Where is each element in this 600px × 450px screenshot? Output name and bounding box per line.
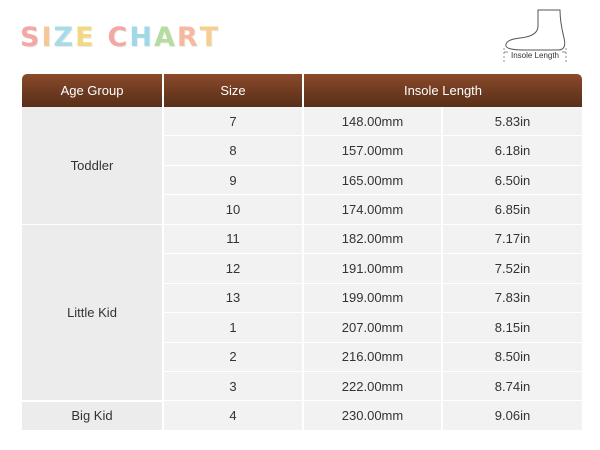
title-letter: I [41,22,54,53]
table-row [164,166,582,195]
insole-in-cell: 6.50in [443,166,582,194]
insole-in-cell: 6.18in [443,136,582,164]
size-cell: 12 [164,254,302,282]
title-letter: R [176,22,200,53]
insole-mm-cell: 182.00mm [304,225,441,253]
insole-mm-cell: 207.00mm [304,313,441,341]
header-insole-length: Insole Length [304,74,582,107]
age-group-cell: Big Kid [22,402,162,430]
insole-in-cell: 9.06in [443,401,582,429]
header-age-group: Age Group [22,74,162,107]
table-row [164,136,582,165]
insole-mm-cell: 191.00mm [304,254,441,282]
table-body [22,107,582,431]
title-space [96,22,108,53]
title-letter: T [199,22,221,53]
insole-mm-cell: 216.00mm [304,343,441,371]
insole-in-cell: 7.17in [443,225,582,253]
insole-mm-cell: 222.00mm [304,372,441,400]
age-group-cell: Toddler [22,107,162,224]
insole-mm-cell: 230.00mm [304,401,441,429]
table-row [164,343,582,372]
title-letter: A [153,22,177,53]
table-row [164,254,582,283]
table-row [164,225,582,254]
insole-length-label: Insole Length [510,51,560,60]
insole-in-cell: 8.50in [443,343,582,371]
table-row [164,284,582,313]
title-letter: S [20,22,42,53]
size-cell: 8 [164,136,302,164]
table-row [164,195,582,224]
insole-mm-cell: 174.00mm [304,195,441,223]
size-cell: 10 [164,195,302,223]
size-cell: 1 [164,313,302,341]
insole-in-cell: 6.85in [443,195,582,223]
insole-in-cell: 8.15in [443,313,582,341]
table-header [22,74,582,107]
header-size: Size [164,74,302,107]
size-cell: 7 [164,107,302,135]
table-row [164,401,582,430]
title-letter: Z [53,22,76,53]
size-cell: 4 [164,401,302,429]
size-chart-title [20,22,220,53]
size-chart-table [22,74,582,431]
title-letter: C [107,22,130,53]
insole-mm-cell: 199.00mm [304,284,441,312]
size-cell: 3 [164,372,302,400]
table-rows [164,107,582,431]
size-cell: 11 [164,225,302,253]
insole-mm-cell: 157.00mm [304,136,441,164]
size-cell: 2 [164,343,302,371]
title-letter: H [129,22,154,53]
size-cell: 13 [164,284,302,312]
size-cell: 9 [164,166,302,194]
table-row [164,107,582,136]
insole-in-cell: 5.83in [443,107,582,135]
insole-mm-cell: 165.00mm [304,166,441,194]
insole-in-cell: 8.74in [443,372,582,400]
title-letter: E [75,22,96,53]
insole-in-cell: 7.83in [443,284,582,312]
insole-mm-cell: 148.00mm [304,107,441,135]
insole-in-cell: 7.52in [443,254,582,282]
table-row [164,313,582,342]
table-row [164,372,582,401]
age-group-cell: Little Kid [22,225,162,401]
